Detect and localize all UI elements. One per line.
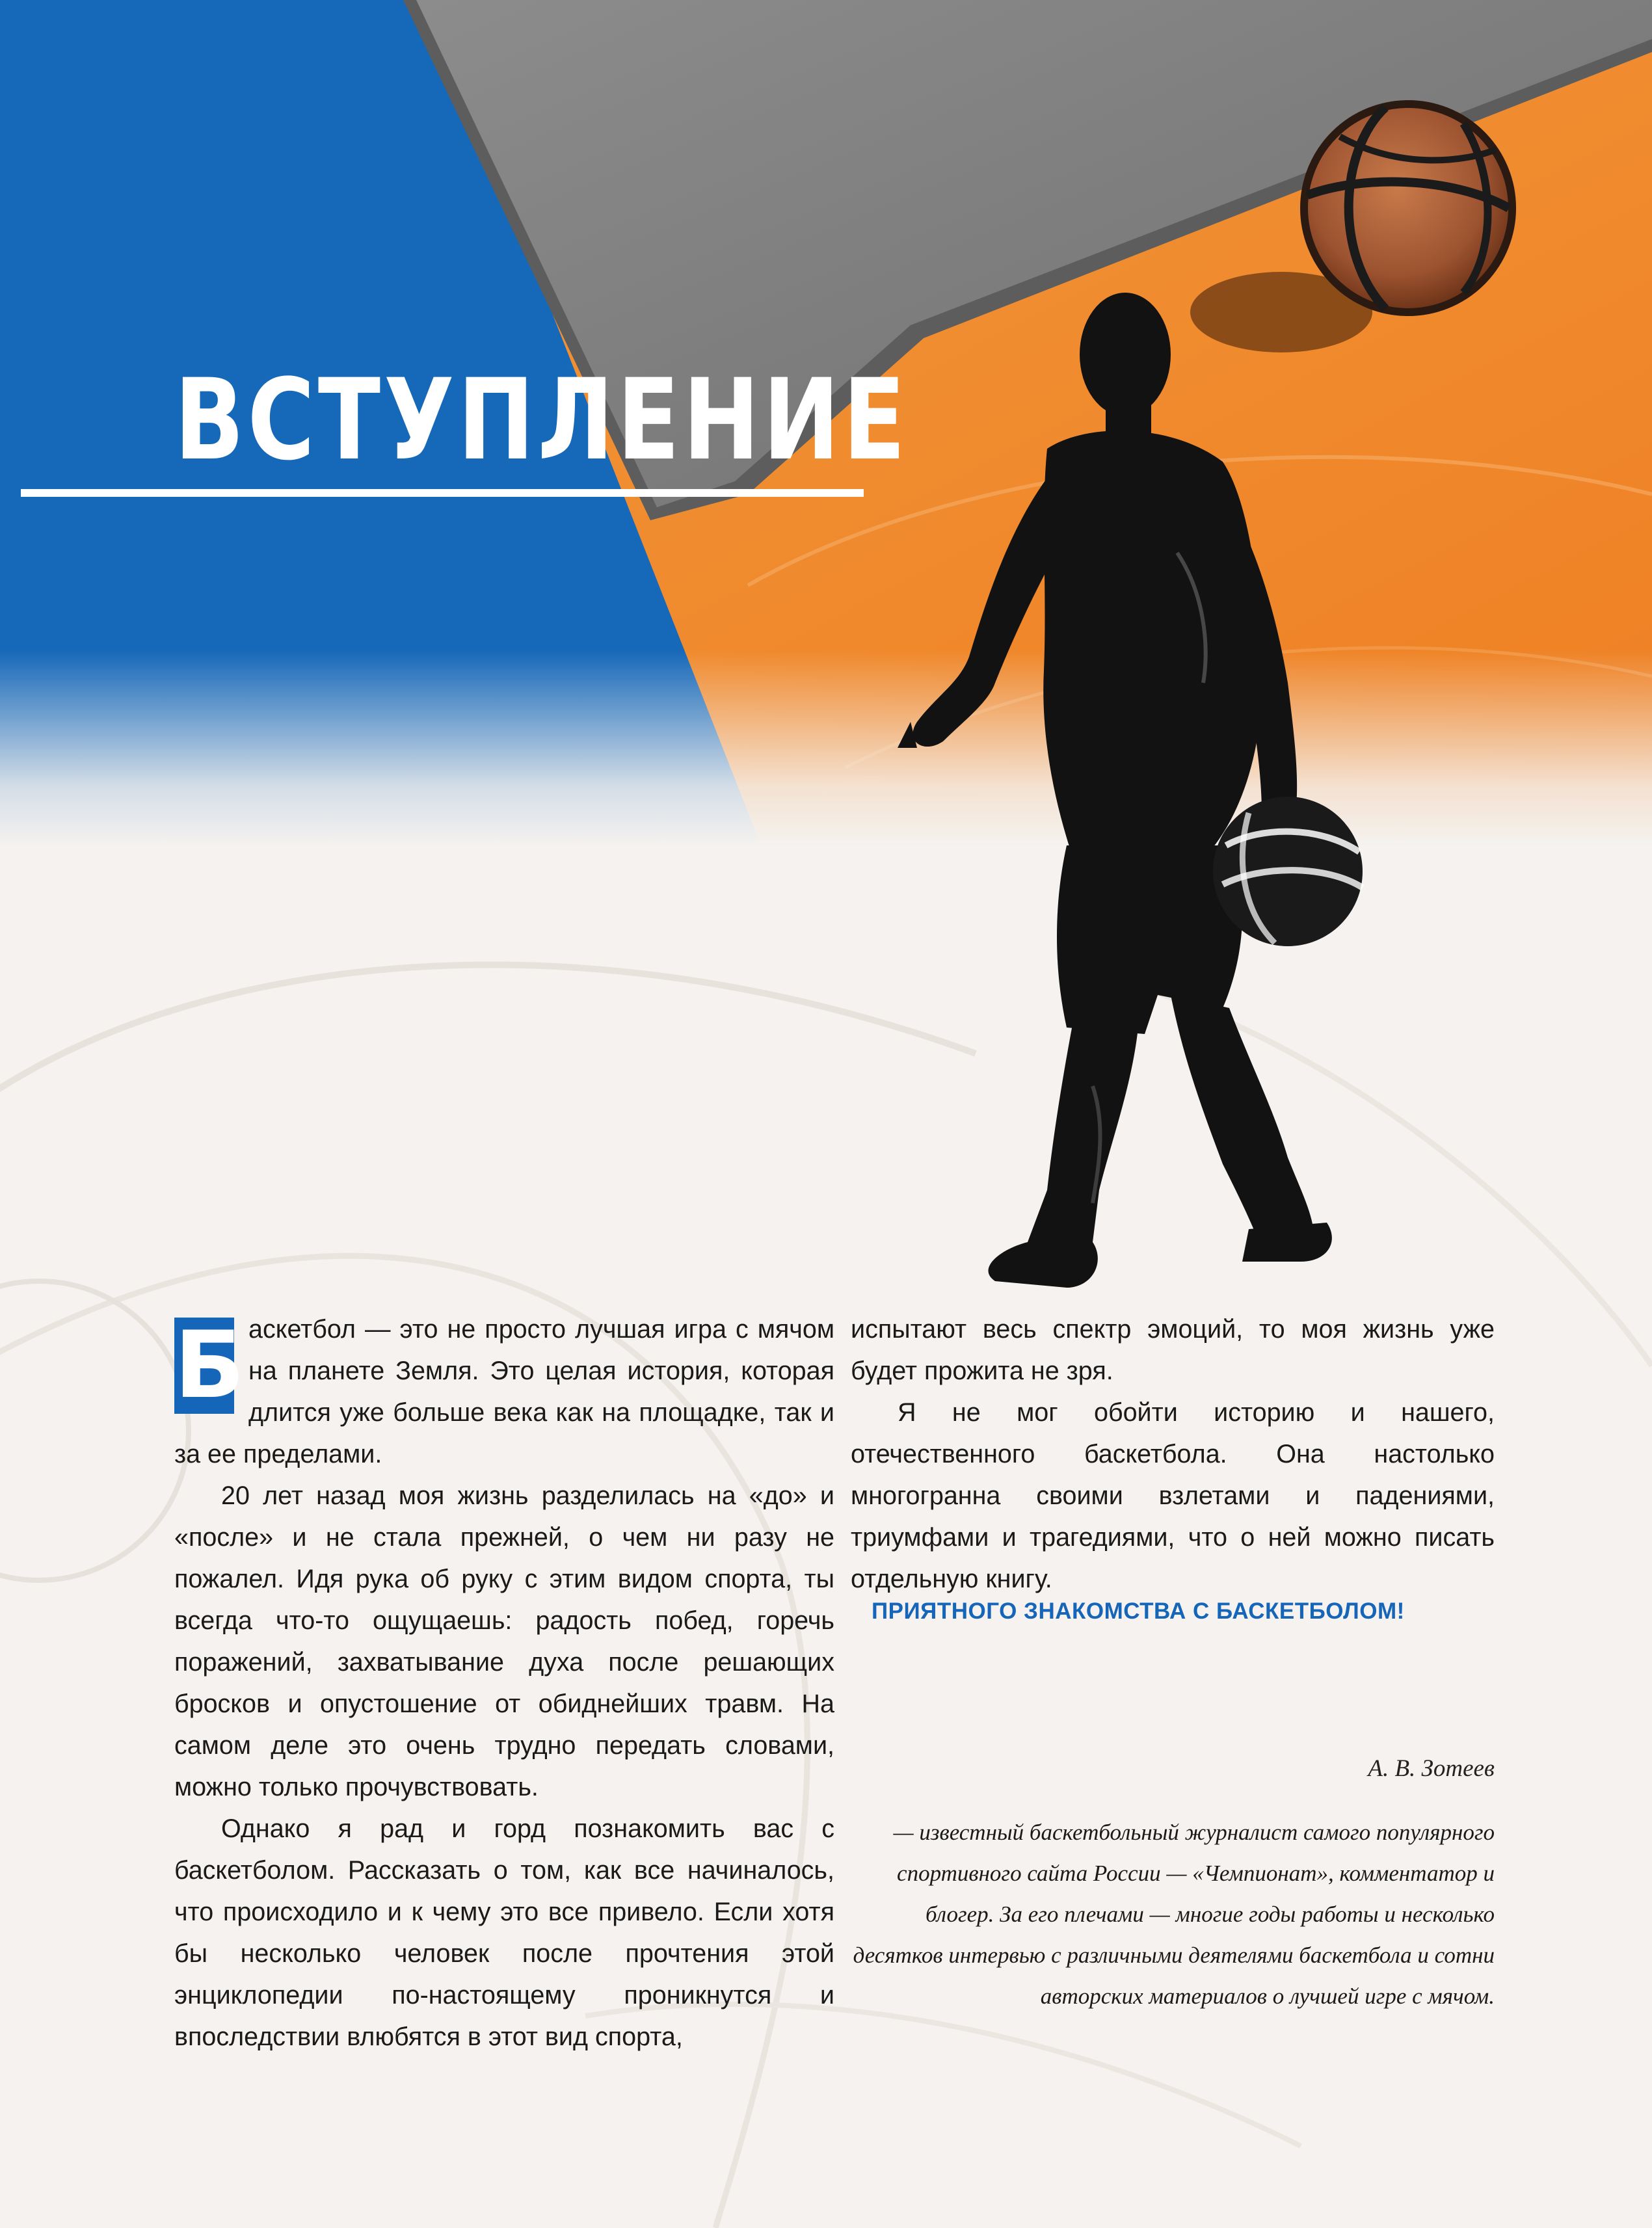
paragraph-2: 20 лет назад моя жизнь разделилась на «до» и «после» и не стала прежней, о чем ни разу не пожалел. Идя рука об руку с этим видом спорта, ты всегда что-то ощущаешь: радость побед, горечь поражений, захватывание духа после решающих бросков и опустошение от обиднейших травм. На самом деле это очень трудно передать словами, можно только прочувствовать.: [174, 1481, 834, 1801]
paragraph-3-continued: испытают весь спектр эмоций, то моя жизнь уже будет прожита не зря.: [851, 1315, 1495, 1385]
closing-greeting: ПРИЯТНОГО ЗНАКОМСТВА С БАСКЕТБОЛОМ!: [872, 1598, 1405, 1624]
paragraph-3: Однако я рад и горд познакомить вас с баскетболом. Рассказать о том, как все начиналось, что происходило и к чему это все привело. Если хотя бы несколько человек после прочтения этой энциклопедии по-настоящему проникнутся и впоследствии влюбятся в этот вид спорта,: [174, 1814, 834, 2051]
intro-text: аскетбол — это не просто лучшая игра с мячом на планете Земля. Это целая история, которая длится уже больше века как на площадке, так и за ее пределами.: [174, 1315, 834, 1468]
title-underline: [21, 489, 864, 497]
player-silhouette: [898, 98, 1457, 1307]
text-column-right: [851, 1308, 1495, 1600]
intro-paragraph: [174, 1308, 834, 1475]
author-bio: — известный баскетбольный журналист самого популярного спортивного сайта России — «Чемпионат», комментатор и блогер. За его плечами — многие годы работы и несколько десятков интервью с различными деятелями баскетбола и сотни авторских материалов о лучшей игре с мячом.: [853, 1820, 1495, 2009]
drop-cap: Б: [174, 1312, 245, 1419]
paragraph-4: Я не мог обойти историю и нашего, отечественного баскетбола. Она настолько многогранна своими взлетами и падениями, триумфами и трагедиями, что о ней можно писать отдельную книгу.: [851, 1398, 1495, 1593]
page-title: ВСТУПЛЕНИЕ: [174, 354, 909, 485]
author-name: А. В. Зотеев: [1368, 1755, 1495, 1782]
text-column-left: [174, 1308, 834, 2058]
